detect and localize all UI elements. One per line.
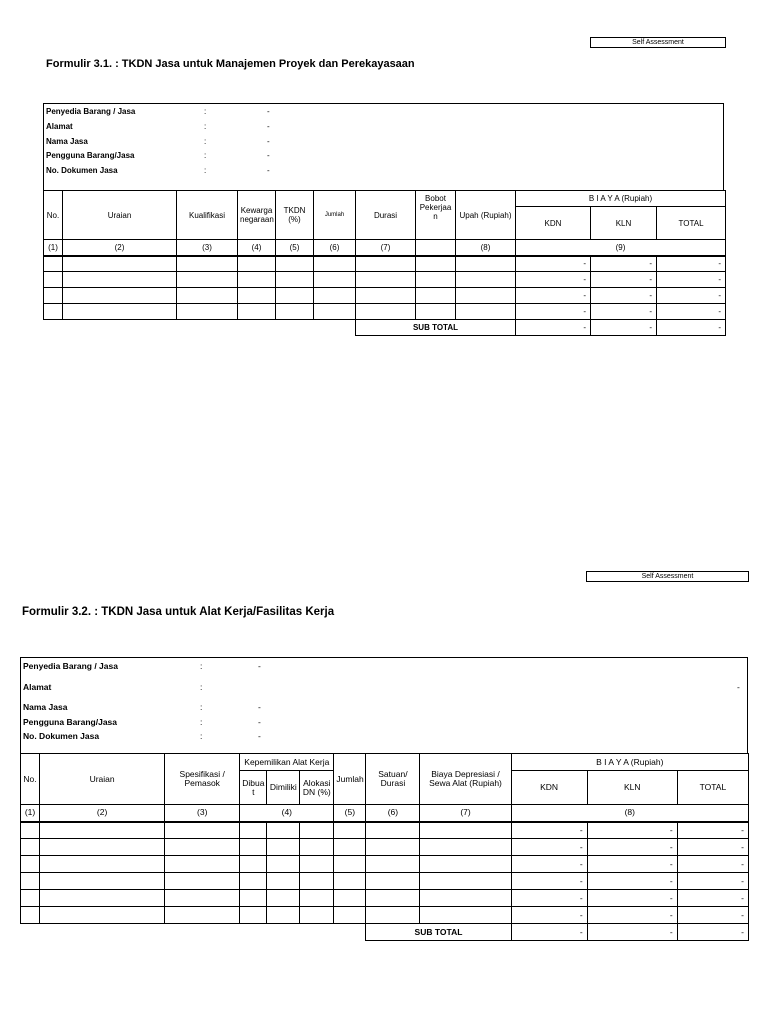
col-header-biaya-depresiasi: Biaya Depresiasi / Sewa Alat (Rupiah) [420,754,511,805]
info-value-user: - [267,151,270,160]
info-value-address: - [267,122,270,131]
info-value-document-no: - [258,731,261,741]
table-row [21,907,749,924]
subtotal-kln: - [591,320,657,336]
subtotal-row [21,924,749,941]
table-row [21,873,749,890]
col-number: (8) [456,240,516,256]
total-cell: - [677,839,748,856]
col-number: (6) [366,805,420,822]
info-colon: : [200,682,203,692]
kln-cell: - [587,856,677,873]
info-label-user: Pengguna Barang/Jasa [46,151,135,160]
total-cell: - [657,256,726,272]
info-value-user: - [258,717,261,727]
info-label-address: Alamat [23,682,52,692]
total-cell: - [657,288,726,304]
kdn-cell: - [511,907,587,924]
col-number: (9) [516,240,726,256]
kln-cell: - [591,288,657,304]
kln-cell: - [587,890,677,907]
table-row [21,890,749,907]
info-label-user: Pengguna Barang/Jasa [23,717,118,727]
col-number: (3) [165,805,240,822]
table-row [44,304,726,320]
info-label-address: Alamat [46,122,73,131]
col-header-biaya: B I A Y A (Rupiah) [516,191,726,207]
info-header-box [43,103,724,191]
table-row [44,256,726,272]
info-label-provider: Penyedia Barang / Jasa [46,107,136,116]
col-number: (6) [314,240,356,256]
col-header-tkdn: TKDN (%) [276,191,314,240]
col-number: (7) [356,240,416,256]
col-header-total: TOTAL [657,207,726,240]
total-cell: - [677,890,748,907]
col-header-kualifikasi: Kualifikasi [177,191,238,240]
col-header-no: No. [21,754,40,805]
col-header-uraian: Uraian [63,191,177,240]
col-number: (5) [276,240,314,256]
info-value-provider: - [267,107,270,116]
info-colon: : [200,661,203,671]
kdn-cell: - [516,256,591,272]
total-cell: - [677,822,748,839]
col-number: (7) [420,805,511,822]
info-value-provider: - [258,661,261,671]
info-colon: : [204,107,207,116]
total-cell: - [657,272,726,288]
kdn-cell: - [511,822,587,839]
form-title: Formulir 3.2. : TKDN Jasa untuk Alat Kerja/Fasilitas Kerja [22,606,335,618]
info-colon: : [200,702,203,712]
info-label-document-no: No. Dokumen Jasa [46,166,118,175]
col-number: (4) [240,805,334,822]
col-header-kepemilikan: Kepemilikan Alat Kerja [240,754,334,771]
kdn-cell: - [511,839,587,856]
total-cell: - [657,304,726,320]
info-value-service-name: - [267,137,270,146]
col-header-upah: Upah (Rupiah) [456,191,516,240]
col-header-total: TOTAL [677,771,748,805]
col-header-no: No. [44,191,63,240]
col-number: (8) [511,805,748,822]
info-colon: : [204,137,207,146]
kdn-cell: - [516,304,591,320]
subtotal-kdn: - [511,924,587,941]
info-label-document-no: No. Dokumen Jasa [23,731,100,741]
kln-cell: - [591,272,657,288]
kln-cell: - [591,256,657,272]
col-header-bobot: Bobot Pekerjaa n [416,191,456,240]
info-value-address: - [737,682,740,692]
col-header-dibuat: Dibua t [240,771,267,805]
subtotal-label: SUB TOTAL [356,320,516,336]
info-label-service-name: Nama Jasa [46,137,88,146]
table-row [21,856,749,873]
col-header-kln: KLN [591,207,657,240]
table-row [44,272,726,288]
subtotal-kdn: - [516,320,591,336]
info-header-box [20,657,748,754]
col-number [416,240,456,256]
total-cell: - [677,856,748,873]
self-assessment-box: Self Assessment [590,37,726,48]
col-header-kdn: KDN [516,207,591,240]
kdn-cell: - [516,272,591,288]
info-colon: : [204,151,207,160]
total-cell: - [677,907,748,924]
form-title: Formulir 3.1. : TKDN Jasa untuk Manajemen Proyek dan Perekayasaan [46,58,415,70]
kln-cell: - [587,873,677,890]
col-header-uraian: Uraian [40,754,165,805]
col-number: (1) [21,805,40,822]
subtotal-total: - [657,320,726,336]
subtotal-label: SUB TOTAL [366,924,511,941]
col-number: (2) [40,805,165,822]
kdn-cell: - [516,288,591,304]
self-assessment-box: Self Assessment [586,571,749,582]
col-number: (5) [334,805,366,822]
col-number: (3) [177,240,238,256]
info-colon: : [200,731,203,741]
col-number: (1) [44,240,63,256]
info-value-service-name: - [258,702,261,712]
col-header-spesifikasi: Spesifikasi / Pemasok [165,754,240,805]
info-colon: : [200,717,203,727]
subtotal-row [44,320,726,336]
info-label-provider: Penyedia Barang / Jasa [23,661,118,671]
col-header-kdn: KDN [511,771,587,805]
kln-cell: - [591,304,657,320]
kln-cell: - [587,907,677,924]
col-number: (2) [63,240,177,256]
kdn-cell: - [511,890,587,907]
form-3-2-table [20,753,749,941]
info-value-document-no: - [267,166,270,175]
col-header-durasi: Durasi [356,191,416,240]
col-header-jumlah: Jumlah [314,191,356,240]
col-number: (4) [238,240,276,256]
kdn-cell: - [511,856,587,873]
col-header-dimiliki: Dimiliki [267,771,300,805]
kln-cell: - [587,839,677,856]
col-header-biaya: B I A Y A (Rupiah) [511,754,748,771]
table-row [44,288,726,304]
col-header-jumlah: Jumlah [334,754,366,805]
total-cell: - [677,873,748,890]
subtotal-total: - [677,924,748,941]
col-header-kln: KLN [587,771,677,805]
col-header-kewarganegaraan: Kewarga negaraan [238,191,276,240]
table-row [21,822,749,839]
info-label-service-name: Nama Jasa [23,702,68,712]
info-colon: : [204,166,207,175]
kln-cell: - [587,822,677,839]
kdn-cell: - [511,873,587,890]
info-colon: : [204,122,207,131]
col-header-satuan: Satuan/ Durasi [366,754,420,805]
table-row [21,839,749,856]
form-3-1-table [43,190,726,336]
subtotal-kln: - [587,924,677,941]
col-header-alokasi: Alokasi DN (%) [300,771,334,805]
